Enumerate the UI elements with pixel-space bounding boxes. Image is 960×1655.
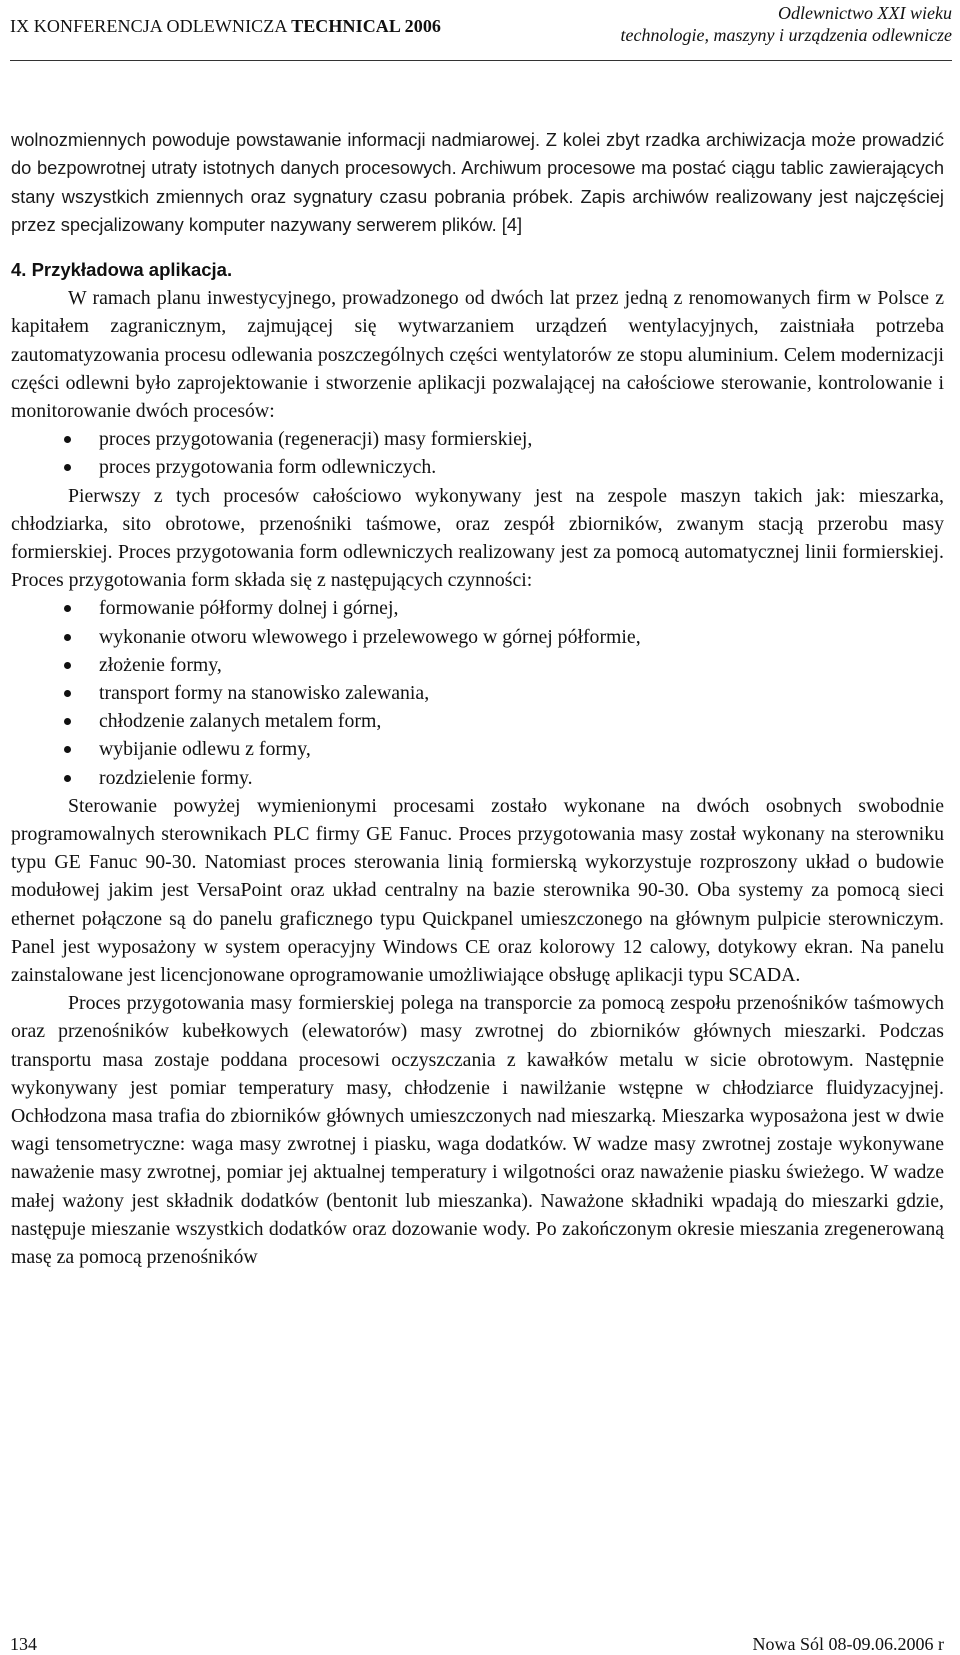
bullet-icon (64, 746, 71, 753)
conference-edition: TECHNICAL 2006 (291, 16, 442, 36)
list-item (11, 651, 944, 679)
intro-paragraph: wolnozmiennych powoduje powstawanie informacji nadmiarowej. Z kolei zbyt rzadka archiwizacja może prowadzić do bezpowrotnej utraty istotnych danych procesowych. Archiwum procesowe ma postać ciągu tablic zawierających stany wszystkich zmiennych oraz sygnatury czasu pobrania próbek. Zapis archiwów realizowany jest najczęściej przez specjalizowany komputer nazywany serwerem plików. [4] (11, 129, 944, 235)
list-item-text: proces przygotowania (regeneracji) masy formierskiej, (99, 428, 533, 451)
article-body (11, 126, 944, 1271)
page-number: 134 (10, 1634, 37, 1654)
journal-title-line2: technologie, maszyny i urządzenia odlewnicze (620, 25, 952, 45)
list-item-text: proces przygotowania form odlewniczych. (99, 456, 437, 479)
list-item (11, 735, 944, 763)
conference-name: IX KONFERENCJA ODLEWNICZA (10, 16, 292, 36)
list-item-text: rozdzielenie formy. (99, 766, 253, 789)
list-item (11, 425, 944, 453)
bullet-icon (64, 464, 71, 471)
list-item (11, 594, 944, 622)
bullet-icon (64, 690, 71, 697)
bullet-icon (64, 662, 71, 669)
bullet-icon (64, 605, 71, 612)
list-item (11, 679, 944, 707)
paragraph-3: Sterowanie powyżej wymienionymi procesami zostało wykonane na dwóch osobnych swobodnie programowalnych sterownikach PLC firmy GE Fanuc. Proces przygotowania masy został wykonany na sterowniku typu GE Fanuc 90-30. Natomiast proces sterowania linią formierską wykorzystuje rozproszony układ o budowie modułowej jakim jest VersaPoint oraz układ centralny na bazie sterownika 90-30. Oba systemy za pomocą sieci ethernet połączone są do panelu graficznego typu Quickpanel umieszczonego na głównym pulpicie sterowniczym. Panel jest wyposażony w system operacyjny Windows CE oraz kolorowy 12 calowy, dotykowy ekran. Na panelu zainstalowane jest licencjonowane oprogramowanie umożliwiające obsługę aplikacji typu SCADA. (11, 794, 944, 987)
steps-list (11, 594, 944, 791)
list-item-text: wykonanie otworu wlewowego i przelewowego w górnej półformie, (99, 625, 641, 648)
list-item-text: wybijanie odlewu z formy, (99, 738, 311, 761)
bullet-icon (64, 775, 71, 782)
journal-title-line1: Odlewnictwo XXI wieku (778, 3, 952, 23)
list-item (11, 623, 944, 651)
journal-title (621, 2, 952, 46)
paragraph-1: W ramach planu inwestycyjnego, prowadzonego od dwóch lat przez jedną z renomowanych firm w Polsce z kapitałem zagranicznym, zajmującej się wytwarzaniem urządzeń wentylacyjnych, zaistniała potrzeba zautomatyzowania procesu odlewania poszczególnych części wentylatorów ze stopu aluminium. Celem modernizacji części odlewni było zaprojektowanie i stworzenie aplikacji pozwalającej na całościowe sterowanie, kontrolowanie i monitorowanie dwóch procesów: (11, 287, 944, 422)
list-item (11, 707, 944, 735)
list-item-text: formowanie półformy dolnej i górnej, (99, 597, 399, 620)
list-item-text: chłodzenie zalanych metalem form, (99, 710, 382, 733)
bullet-icon (64, 436, 71, 443)
page-header (10, 0, 952, 61)
list-item (11, 764, 944, 792)
paragraph-2: Pierwszy z tych procesów całościowo wykonywany jest na zespole maszyn takich jak: mieszarka, chłodziarka, sito obrotowe, przenośniki taśmowe, oraz zespół zbiorników, zwanym stacją przerobu masy formierskiej. Proces przygotowania form odlewniczych realizowany jest za pomocą automatycznej linii formierskiej. Proces przygotowania form składa się z następujących czynności: (11, 484, 944, 592)
process-list (11, 425, 944, 481)
list-item-text: złożenie formy, (99, 653, 222, 676)
location-date: Nowa Sól 08-09.06.2006 r (752, 1634, 944, 1654)
conference-title (10, 16, 441, 37)
section-heading: 4. Przykładowa aplikacja. (11, 259, 233, 281)
list-item-text: transport formy na stanowisko zalewania, (99, 682, 430, 705)
list-item (11, 453, 944, 481)
bullet-icon (64, 634, 71, 641)
paragraph-4: Proces przygotowania masy formierskiej polega na transporcie za pomocą zespołu przenośników taśmowych oraz przenośników kubełkowych (elewatorów) masy zwrotnej do zbiorników głównych mieszarki. Podczas transportu masa zostaje poddana procesowi oczyszczania z kawałków metalu w sicie obrotowym. Następnie wykonywany jest pomiar temperatury masy, chłodzenie i nawilżanie wstępne w chłodziarce fluidyzacyjnej. Ochłodzona masa trafia do zbiorników głównych umieszczonych nad mieszarką. Mieszarka wyposażona jest w dwie wagi tensometryczne: waga masy zwrotnej i piasku, waga dodatków. W wadze masy zwrotnej zostaje wykonywane naważenie masy zwrotnej, pomiar jej aktualnej temperatury i wilgotności oraz naważenie piasku świeżego. W wadze małej ważony jest składnik dodatków (bentonit lub mieszanka). Naważone składniki wpadają do mieszarki gdzie, następuje mieszanie wszystkich dodatków oraz dozowanie wody. Po zakończonym okresie mieszania zregenerowaną masę za pomocą przenośników (11, 992, 944, 1269)
bullet-icon (64, 718, 71, 725)
